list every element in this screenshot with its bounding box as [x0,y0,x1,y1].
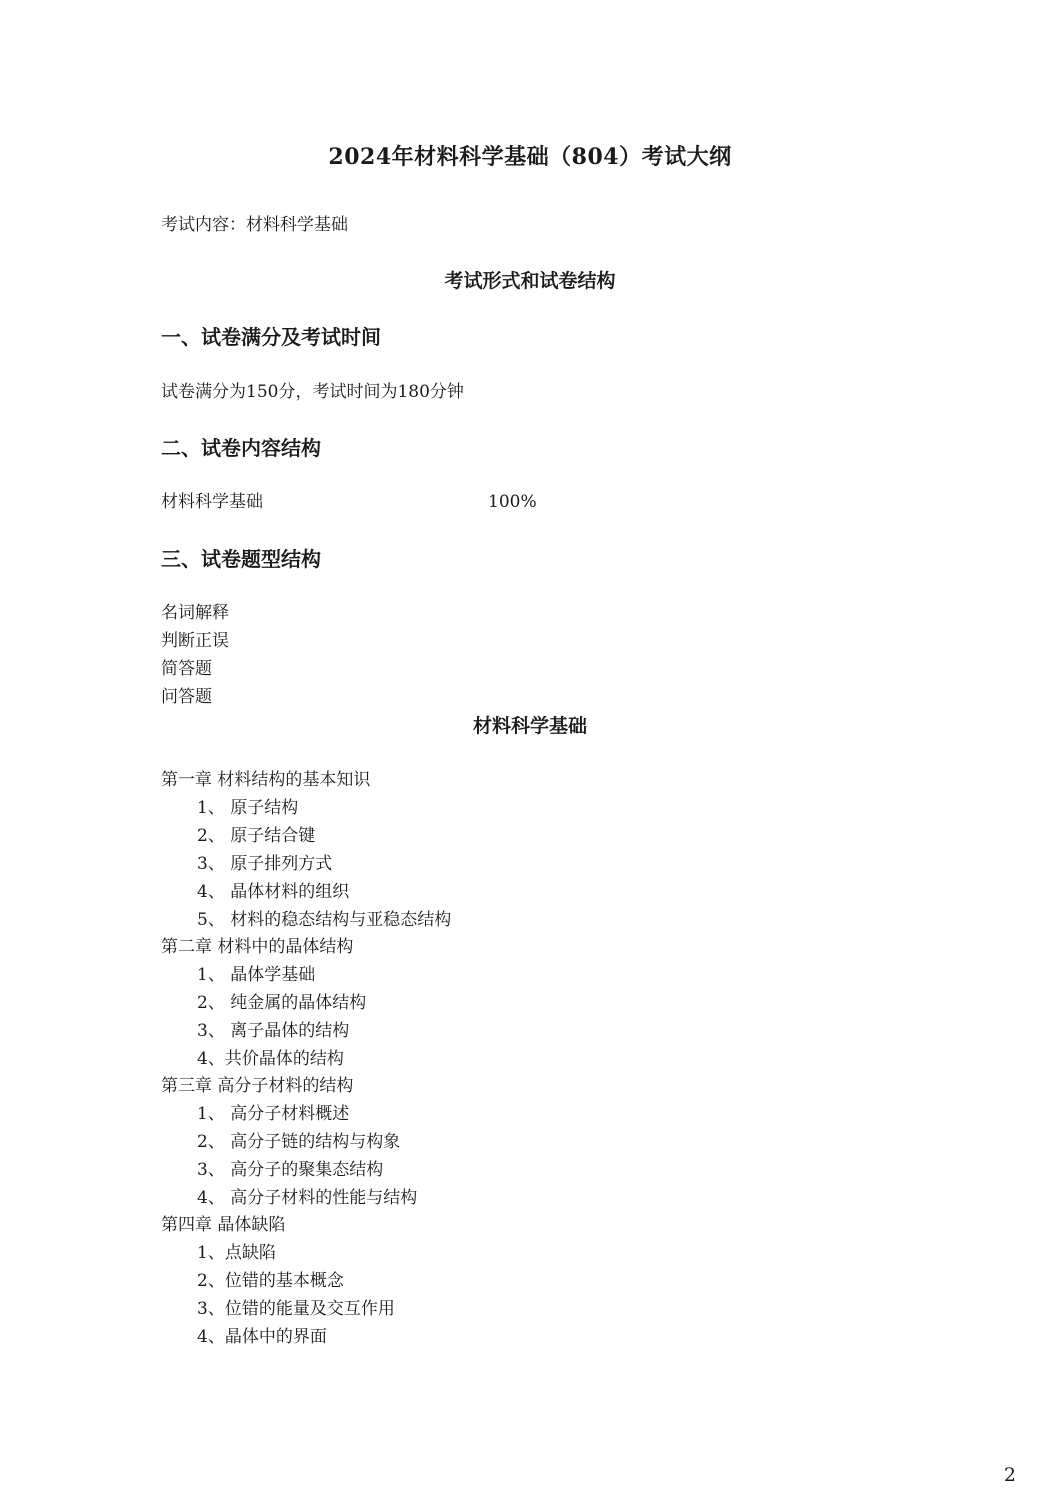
question-type: 名词解释 [161,603,229,623]
section2-subject: 材料科学基础 [161,492,263,512]
chapter-title: 第四章 晶体缺陷 [161,1215,286,1235]
chapter-item: 1、点缺陷 [197,1243,276,1263]
question-type: 判断正误 [161,631,229,651]
page-number: 2 [1003,1464,1016,1486]
chapter-item: 2、位错的基本概念 [197,1271,344,1291]
chapter-item: 1、 晶体学基础 [197,965,316,985]
chapter-title: 第二章 材料中的晶体结构 [161,937,354,957]
question-type: 简答题 [161,659,212,679]
chapter-item: 2、 原子结合键 [197,826,316,846]
chapter-item: 3、 高分子的聚集态结构 [197,1160,384,1180]
chapter-title: 第一章 材料结构的基本知识 [161,770,371,790]
chapter-item: 3、 离子晶体的结构 [197,1021,350,1041]
chapter-item: 4、 高分子材料的性能与结构 [197,1188,418,1208]
section2-heading: 二、试卷内容结构 [161,436,321,460]
chapter-item: 4、 晶体材料的组织 [197,882,350,902]
format-heading: 考试形式和试卷结构 [444,270,616,292]
chapter-item: 3、位错的能量及交互作用 [197,1299,395,1319]
chapter-item: 4、共价晶体的结构 [197,1049,344,1069]
exam-content-line: 考试内容：材料科学基础 [161,215,348,235]
section1-text: 试卷满分为150分，考试时间为180分钟 [161,382,464,402]
section2-percent: 100% [488,492,537,512]
chapter-item: 2、 高分子链的结构与构象 [197,1132,401,1152]
section1-heading: 一、试卷满分及考试时间 [161,325,381,349]
chapter-title: 第三章 高分子材料的结构 [161,1076,354,1096]
chapter-item: 2、 纯金属的晶体结构 [197,993,367,1013]
chapter-item: 4、晶体中的界面 [197,1327,327,1347]
chapter-item: 1、 高分子材料概述 [197,1104,350,1124]
subject-heading: 材料科学基础 [472,715,587,737]
chapter-item: 1、 原子结构 [197,798,299,818]
document-title: 2024年材料科学基础（804）考试大纲 [328,144,732,170]
section3-heading: 三、试卷题型结构 [161,547,321,571]
chapter-item: 5、 材料的稳态结构与亚稳态结构 [197,910,452,930]
question-type: 问答题 [161,687,212,707]
chapter-item: 3、 原子排列方式 [197,854,333,874]
